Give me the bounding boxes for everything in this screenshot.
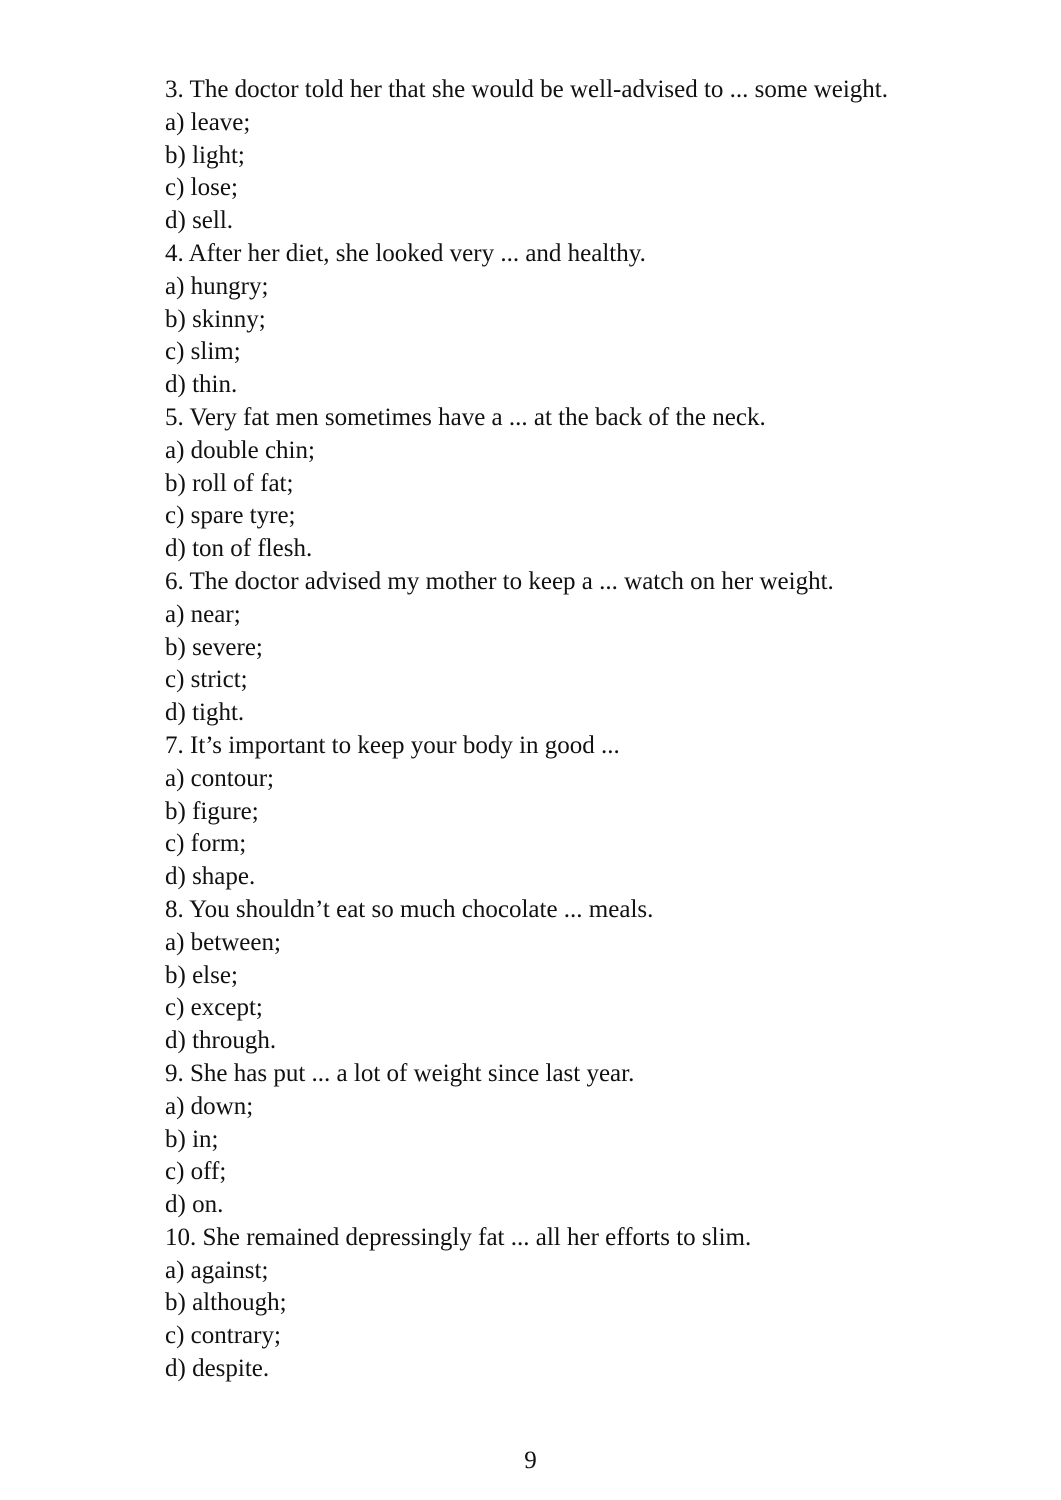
text-line: c) except;	[165, 994, 263, 1022]
text-line: c) spare tyre;	[165, 502, 296, 530]
text-line: d) on.	[165, 1191, 224, 1219]
text-line: a) leave;	[165, 108, 251, 136]
text-line: 4. After her diet, she looked very ... and healthy.	[165, 239, 646, 267]
text-line: a) near;	[165, 600, 241, 628]
text-line: a) contour;	[165, 764, 274, 792]
text-line: 7. It’s important to keep your body in good ...	[165, 731, 620, 759]
text-line: a) down;	[165, 1092, 254, 1120]
text-line: c) form;	[165, 830, 247, 858]
text-line: 6. The doctor advised my mother to keep a ... watch on her weight.	[165, 567, 834, 595]
text-line: b) although;	[165, 1289, 287, 1317]
text-line: d) tight.	[165, 699, 245, 727]
text-line: a) between;	[165, 928, 281, 956]
text-line: c) contrary;	[165, 1322, 281, 1350]
text-line: b) light;	[165, 141, 245, 169]
text-line: d) shape.	[165, 863, 256, 891]
text-line: b) skinny;	[165, 305, 266, 333]
text-line: d) through.	[165, 1027, 277, 1055]
text-line: c) off;	[165, 1158, 227, 1186]
question-3-text: 3. The doctor told her that she would be well-advised to ... some weight.	[165, 76, 888, 103]
text-line: 8. You shouldn’t eat so much chocolate ... meals.	[165, 895, 654, 923]
text-line: b) roll of fat;	[165, 469, 294, 497]
document-page	[101, 74, 961, 1386]
text-line: 10. She remained depressingly fat ... all her efforts to slim.	[165, 1223, 752, 1251]
text-line: d) despite.	[165, 1355, 270, 1383]
text-line: c) slim;	[165, 338, 241, 366]
text-line: a) double chin;	[165, 436, 315, 464]
text-line: 9. She has put ... a lot of weight since last year.	[165, 1059, 635, 1087]
text-line: c) strict;	[165, 666, 248, 694]
text-line: b) in;	[165, 1125, 219, 1153]
text-line: 5. Very fat men sometimes have a ... at the back of the neck.	[165, 403, 766, 431]
text-line: b) figure;	[165, 797, 259, 825]
text-line: c) lose;	[165, 174, 238, 202]
text-line: d) ton of flesh.	[165, 535, 313, 563]
text-line: a) against;	[165, 1256, 269, 1284]
text-line: d) sell.	[165, 207, 234, 235]
text-line: b) else;	[165, 961, 238, 989]
text-line: d) thin.	[165, 371, 238, 399]
text-line: a) hungry;	[165, 272, 269, 300]
text-line: b) severe;	[165, 633, 263, 661]
page-number: 9	[524, 1447, 537, 1474]
